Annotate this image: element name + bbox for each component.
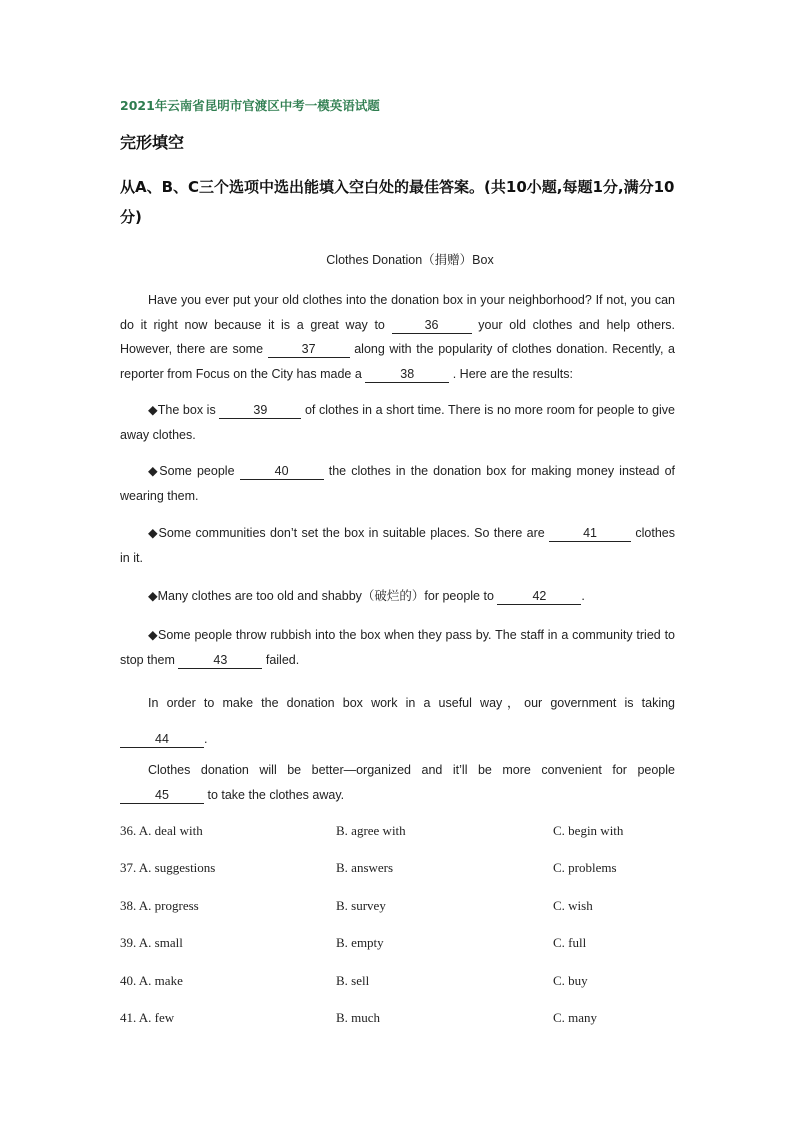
- paragraph-text: Clothes donation will be better—organized and it’ll be more convenient for people: [148, 763, 675, 777]
- option-c: C. begin with: [553, 823, 624, 838]
- option-a-text: A. deal with: [138, 823, 203, 838]
- blank-45: 45: [120, 788, 204, 804]
- blank-39: 39: [219, 403, 301, 419]
- paragraph-text: clothes in it.: [120, 526, 675, 565]
- paragraph-text: Have you ever put your old clothes into the donation box in your neighborhood? If not, you can do it right now because it is a great way to: [120, 293, 675, 332]
- option-b: B. survey: [336, 898, 386, 913]
- paragraph-text: of clothes in a short time. There is no more room for people to give away clothes.: [120, 403, 675, 442]
- paragraph-text: In order to make the donation box work in a useful way，our government is taking: [148, 696, 675, 710]
- blank-43: 43: [178, 653, 262, 669]
- option-a: [120, 860, 215, 876]
- blank-36: 36: [392, 318, 472, 334]
- blank-41: 41: [549, 526, 631, 542]
- option-c: C. buy: [553, 973, 588, 988]
- option-c: C. wish: [553, 898, 593, 913]
- paragraph-text: failed.: [262, 652, 300, 667]
- option-c: C. many: [553, 1010, 598, 1025]
- option-a: [120, 1010, 174, 1026]
- blank-40: 40: [240, 464, 324, 480]
- page-title: 2021年云南省昆明市官渡区中考一模英语试题: [120, 98, 380, 113]
- blank-37: 37: [268, 342, 350, 358]
- option-a: [120, 898, 199, 914]
- question-number: 41.: [120, 1010, 137, 1025]
- option-a: [120, 973, 183, 989]
- question-number: 39.: [120, 935, 137, 950]
- paragraph-text: your old clothes and help others. However, there are some: [120, 317, 675, 356]
- option-a-text: A. few: [138, 1010, 175, 1025]
- paragraph-text: ◆Many clothes are too old and shabby（破烂的）for people to: [148, 589, 498, 603]
- paragraph-bullet-41: [120, 521, 675, 570]
- question-number: 38.: [120, 898, 137, 913]
- section-title: 完形填空: [120, 133, 185, 152]
- paragraph-text: ◆The box is: [148, 403, 220, 417]
- paragraph-bullet-40: [120, 459, 675, 508]
- option-row-41: [120, 1010, 680, 1030]
- paragraph-bullet-42: [120, 584, 675, 609]
- paragraph-text: along with the popularity of clothes donation. Recently, a reporter from Focus on the City has made a: [120, 342, 675, 381]
- option-c: C. problems: [553, 860, 617, 875]
- option-row-37: [120, 860, 680, 880]
- option-b: B. answers: [336, 860, 394, 875]
- question-number: 37.: [120, 860, 137, 875]
- paragraph-text: the clothes in the donation box for making money instead of wearing them.: [120, 464, 676, 503]
- paragraph-government: [120, 685, 675, 757]
- question-number: 40.: [120, 973, 137, 988]
- option-b: B. much: [336, 1010, 381, 1025]
- option-row-40: [120, 973, 680, 993]
- instructions: 从A、B、C三个选项中选出能填入空白处的最佳答案。(共10小题,每题1分,满分10分): [120, 178, 675, 226]
- option-c: C. full: [553, 935, 587, 950]
- option-a: [120, 823, 203, 839]
- option-row-39: [120, 935, 680, 955]
- paragraph-conclusion: [120, 758, 675, 807]
- option-b: B. sell: [336, 973, 370, 988]
- option-row-36: [120, 823, 680, 843]
- paragraph-text: .: [204, 732, 208, 746]
- paragraph-text: ◆Some communities don’t set the box in suitable places. So there are: [148, 526, 550, 540]
- option-a-text: A. make: [138, 973, 183, 988]
- option-b: B. agree with: [336, 823, 406, 838]
- blank-44: 44: [120, 732, 204, 748]
- paragraph-bullet-39: [120, 398, 675, 447]
- option-a-text: A. small: [138, 935, 183, 950]
- paragraph-text: ◆Some people: [148, 464, 240, 478]
- question-number: 36.: [120, 823, 137, 838]
- paragraph-text: . Here are the results:: [449, 366, 573, 381]
- paragraph-bullet-43: [120, 623, 675, 672]
- paragraph-text: .: [581, 589, 585, 603]
- option-b: B. empty: [336, 935, 384, 950]
- option-a-text: A. progress: [138, 898, 199, 913]
- paragraph-intro: [120, 288, 675, 386]
- paragraph-text: to take the clothes away.: [204, 787, 345, 802]
- option-a-text: A. suggestions: [138, 860, 216, 875]
- option-a: [120, 935, 183, 951]
- blank-42: 42: [497, 589, 581, 605]
- blank-38: 38: [365, 367, 449, 383]
- paragraph-text: ◆Some people throw rubbish into the box when they pass by. The staff in a community tried to stop them: [120, 628, 675, 667]
- passage-title: Clothes Donation（捐赠）Box: [326, 253, 494, 267]
- option-row-38: [120, 898, 680, 918]
